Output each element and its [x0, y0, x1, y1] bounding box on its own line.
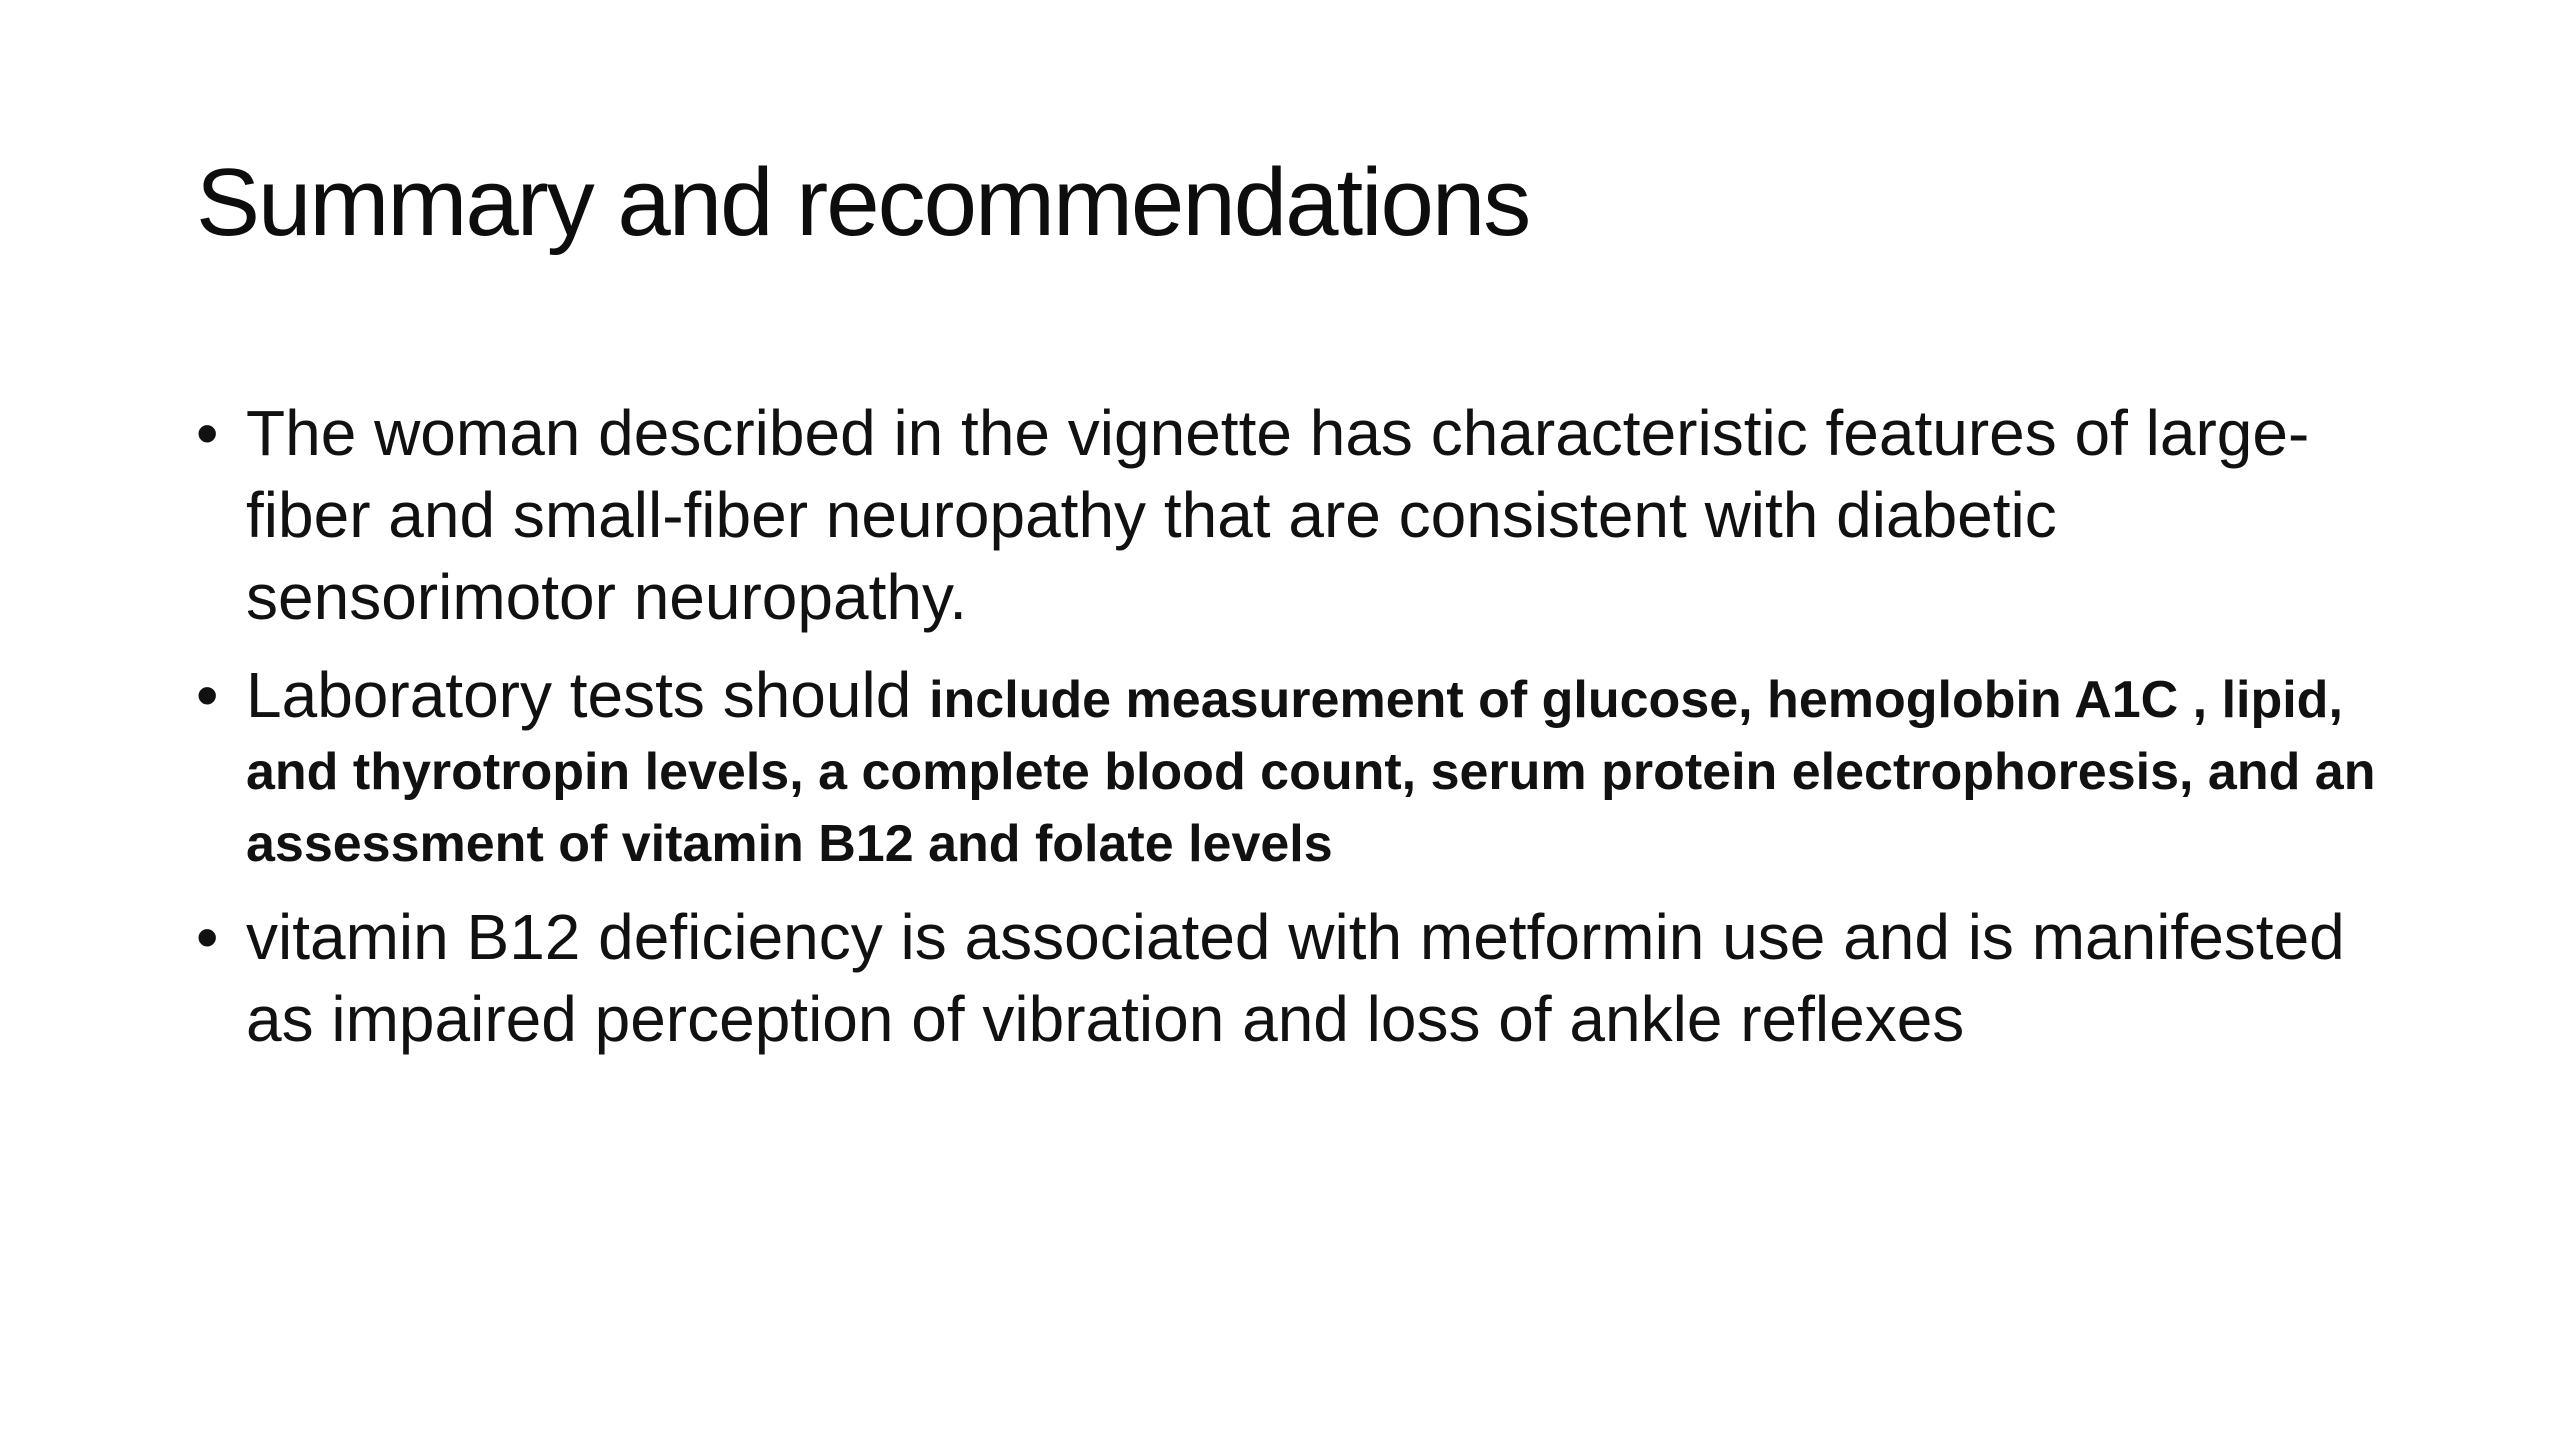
bullet-text-bold: include measurement of glucose, hemoglobin A1C , lipid, and thyrotropin levels, a complete blood count, serum protein electrophoresis, and an assessment of vitamin B12 and folate levels [246, 671, 2376, 873]
bullet-item [196, 392, 2396, 638]
bullet-text: The woman described in the vignette has characteristic features of large-fiber and small-fiber neuropathy that are consistent with diabetic sensorimotor neuropathy. [246, 397, 2310, 633]
bullet-list [196, 392, 2416, 1076]
bullet-glyph: • [196, 397, 219, 469]
bullet-item [196, 654, 2446, 880]
bullet-text-regular: Laboratory tests should [246, 659, 930, 731]
bullet-glyph: • [196, 659, 219, 731]
bullet-glyph: • [196, 901, 219, 973]
bullet-text: vitamin B12 deficiency is associated with metformin use and is manifested as impaired perception of vibration and loss of ankle reflexes [246, 901, 2345, 1055]
bullet-item [196, 896, 2366, 1060]
slide-title: Summary and recommendations [196, 149, 1530, 256]
